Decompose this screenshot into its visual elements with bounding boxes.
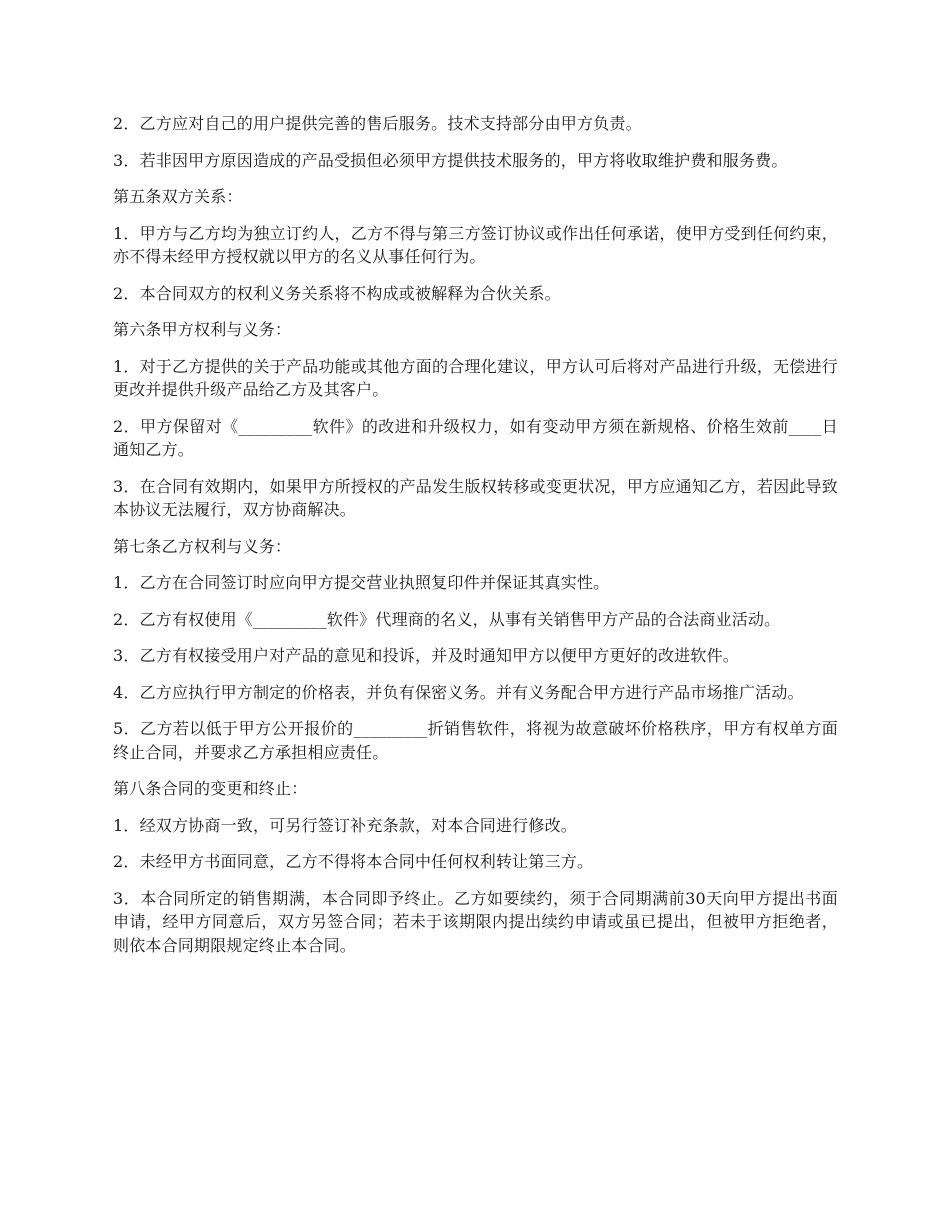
clause-7-item-4: 4．乙方应执行甲方制定的价格表，并负有保密义务。并有义务配合甲方进行产品市场推广活动。: [113, 682, 804, 702]
clause-6-item-3: 3．在合同有效期内，如果甲方所授权的产品发生版权转移或变更状况，甲方应通知乙方，若因此导致本协议无法履行，双方协商解决。: [113, 476, 838, 519]
section-heading-article-7: 第七条乙方权利与义务：: [113, 536, 292, 556]
clause-7-item-3: 3．乙方有权接受用户对产品的意见和投诉，并及时通知甲方以便甲方更好的改进软件。: [113, 646, 739, 665]
section-heading-article-5: 第五条双方关系：: [113, 187, 243, 206]
clause-6-item-2: 2．甲方保留对《_________软件》的改进和升级权力，如有变动甲方须在新规格、价格生效前____日通知乙方。: [113, 416, 838, 459]
clause-7-item-5: 5．乙方若以低于甲方公开报价的_________折销售软件，将视为故意破坏价格秩序，甲方有权单方面终止合同，并要求乙方承担相应责任。: [113, 719, 838, 762]
section-heading-article-8: 第八条合同的变更和终止：: [113, 779, 308, 798]
clause-4-item-2: 2．乙方应对自己的用户提供完善的售后服务。技术支持部分由甲方负责。: [113, 114, 642, 133]
clause-6-item-1: 1．对于乙方提供的关于产品功能或其他方面的合理化建议，甲方认可后将对产品进行升级，无偿进行更改并提供升级产品给乙方及其客户。: [113, 356, 838, 399]
clause-5-item-1: 1．甲方与乙方均为独立订约人，乙方不得与第三方签订协议或作出任何承诺，使甲方受到任何约束，亦不得未经甲方授权就以甲方的名义从事任何行为。: [113, 223, 838, 266]
clause-7-item-2: 2．乙方有权使用《_________软件》代理商的名义，从事有关销售甲方产品的合法商业活动。: [113, 609, 781, 629]
clause-8-item-2: 2．未经甲方书面同意，乙方不得将本合同中任何权利转让第三方。: [113, 852, 594, 871]
clause-7-item-1: 1．乙方在合同签订时应向甲方提交营业执照复印件并保证其真实性。: [113, 573, 610, 592]
clause-8-item-3: 3．本合同所定的销售期满，本合同即予终止。乙方如要续约，须于合同期满前30天向甲方提出书面申请，经甲方同意后，双方另签合同；若未于该期限内提出续约申请或虽已提出，但被甲方拒绝者，则依本合同期限规定终止本合同。: [113, 888, 838, 955]
clause-4-item-3: 3．若非因甲方原因造成的产品受损但必须甲方提供技术服务的，甲方将收取维护费和服务费。: [113, 150, 788, 170]
section-heading-article-6: 第六条甲方权利与义务：: [113, 320, 292, 339]
clause-5-item-2: 2．本合同双方的权利义务关系将不构成或被解释为合伙关系。: [113, 283, 561, 303]
clause-8-item-1: 1．经双方协商一致，可另行签订补充条款，对本合同进行修改。: [113, 815, 577, 835]
